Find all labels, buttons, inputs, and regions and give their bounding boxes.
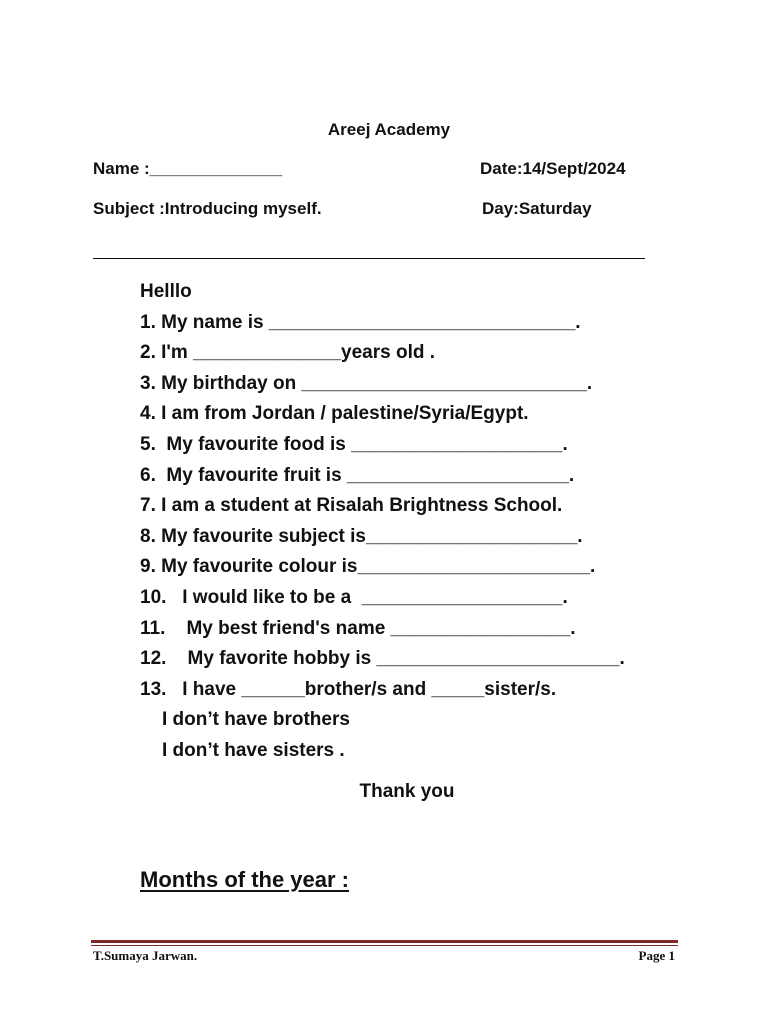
day-label: Day:Saturday: [482, 199, 592, 218]
sentence-8: 8. My favourite subject is____________________.: [140, 525, 583, 547]
worksheet-body: [140, 278, 700, 768]
footer-divider-thick: [91, 940, 678, 943]
subject-label: Subject :Introducing myself.: [93, 199, 322, 218]
sentence-6: 6. My favourite fruit is _____________________.: [140, 464, 575, 486]
date-label: Date:14/Sept/2024: [480, 159, 626, 178]
sentence-no-sisters: I don’t have sisters .: [162, 739, 345, 761]
months-heading: Months of the year :: [140, 867, 350, 892]
school-title: Areej Academy: [327, 120, 451, 139]
sentence-3: 3. My birthday on ___________________________.: [140, 372, 593, 394]
sentence-7: 7. I am a student at Risalah Brightness School.: [140, 495, 563, 517]
sentence-11: 11. My best friend's name _________________.: [140, 617, 576, 639]
greeting-line: Helllo: [140, 281, 192, 302]
thank-you-text: Thank you: [359, 781, 455, 802]
sentence-10: 10. I would like to be a ___________________.: [140, 586, 568, 608]
sentence-2: 2. I'm ______________years old .: [140, 342, 436, 364]
sentence-13: 13. I have ______brother/s and _____sister/s.: [140, 678, 557, 700]
sentence-12: 12. My favorite hobby is _______________________.: [140, 648, 625, 670]
name-field: Name :______________: [93, 159, 283, 178]
sentence-4: 4. I am from Jordan / palestine/Syria/Egypt.: [140, 403, 529, 425]
sentence-no-brothers: I don’t have brothers: [162, 709, 350, 731]
footer-author: T.Sumaya Jarwan.: [93, 948, 198, 963]
header-divider: [93, 258, 645, 259]
sentence-1: 1. My name is _____________________________.: [140, 311, 581, 333]
footer-divider-thin: [91, 945, 678, 946]
sentence-5: 5. My favourite food is ____________________.: [140, 433, 568, 455]
footer-page-number: Page 1: [638, 948, 675, 963]
sentence-9: 9. My favourite colour is______________________.: [140, 556, 596, 578]
